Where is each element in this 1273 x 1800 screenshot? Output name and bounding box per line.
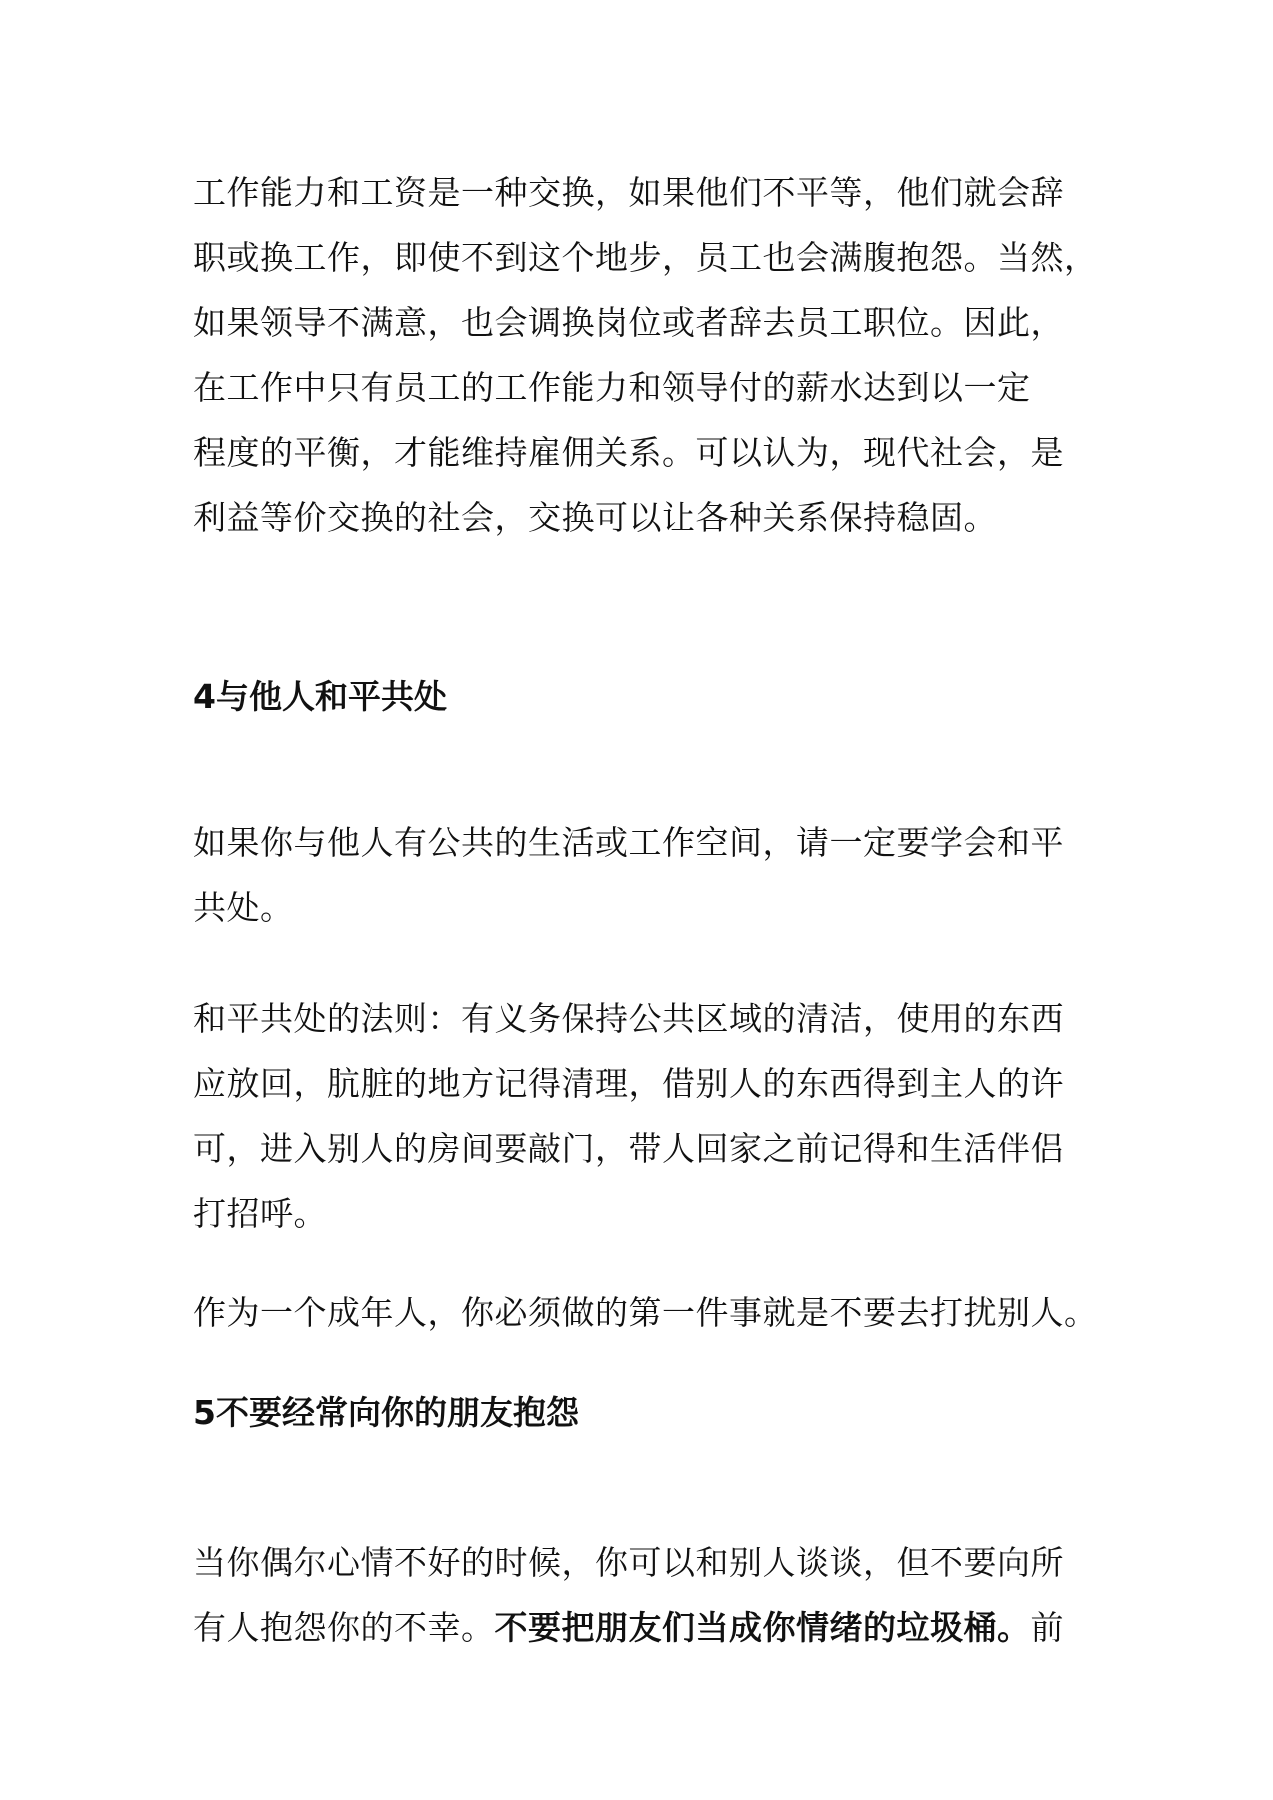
text-line: 利益等价交换的社会，交换可以让各种关系保持稳固。 <box>193 498 997 537</box>
text-line: 当你偶尔心情不好的时候，你可以和别人谈谈，但不要向所 <box>193 1543 1064 1582</box>
paragraph-coexistence-rules <box>193 986 1093 1246</box>
text-plain: 前 <box>1030 1608 1064 1647</box>
paragraph-shared-space <box>193 810 1093 940</box>
text-emphasis: 不要把朋友们当成你情绪的垃圾桶。 <box>494 1608 1031 1647</box>
text-line: 如果领导不满意，也会调换岗位或者辞去员工职位。因此， <box>193 303 1064 342</box>
text-line: 打招呼。 <box>193 1194 327 1233</box>
text-line-mixed <box>193 1595 1093 1660</box>
text-line: 程度的平衡，才能维持雇佣关系。可以认为，现代社会，是 <box>193 433 1064 472</box>
text-line: 共处。 <box>193 888 294 927</box>
text-line: 职或换工作，即使不到这个地步，员工也会满腹抱怨。当然， <box>193 238 1098 277</box>
section-heading-4: 4与他人和平共处 <box>193 677 447 716</box>
paragraph-complaining <box>193 1530 1093 1660</box>
text-line: 工作能力和工资是一种交换，如果他们不平等，他们就会辞 <box>193 173 1064 212</box>
paragraph-work-exchange <box>193 160 1098 550</box>
text-plain: 有人抱怨你的不幸。 <box>193 1608 495 1647</box>
text-line: 可，进入别人的房间要敲门，带人回家之前记得和生活伴侣 <box>193 1129 1064 1168</box>
paragraph-adult-rule <box>193 1280 1098 1345</box>
text-line: 应放回，肮脏的地方记得清理，借别人的东西得到主人的许 <box>193 1064 1064 1103</box>
text-line: 和平共处的法则：有义务保持公共区域的清洁，使用的东西 <box>193 999 1064 1038</box>
text-line: 在工作中只有员工的工作能力和领导付的薪水达到以一定 <box>193 368 1031 407</box>
text-line: 作为一个成年人，你必须做的第一件事就是不要去打扰别人。 <box>193 1293 1098 1332</box>
section-heading-5: 5不要经常向你的朋友抱怨 <box>193 1393 579 1432</box>
text-line: 如果你与他人有公共的生活或工作空间，请一定要学会和平 <box>193 823 1064 862</box>
